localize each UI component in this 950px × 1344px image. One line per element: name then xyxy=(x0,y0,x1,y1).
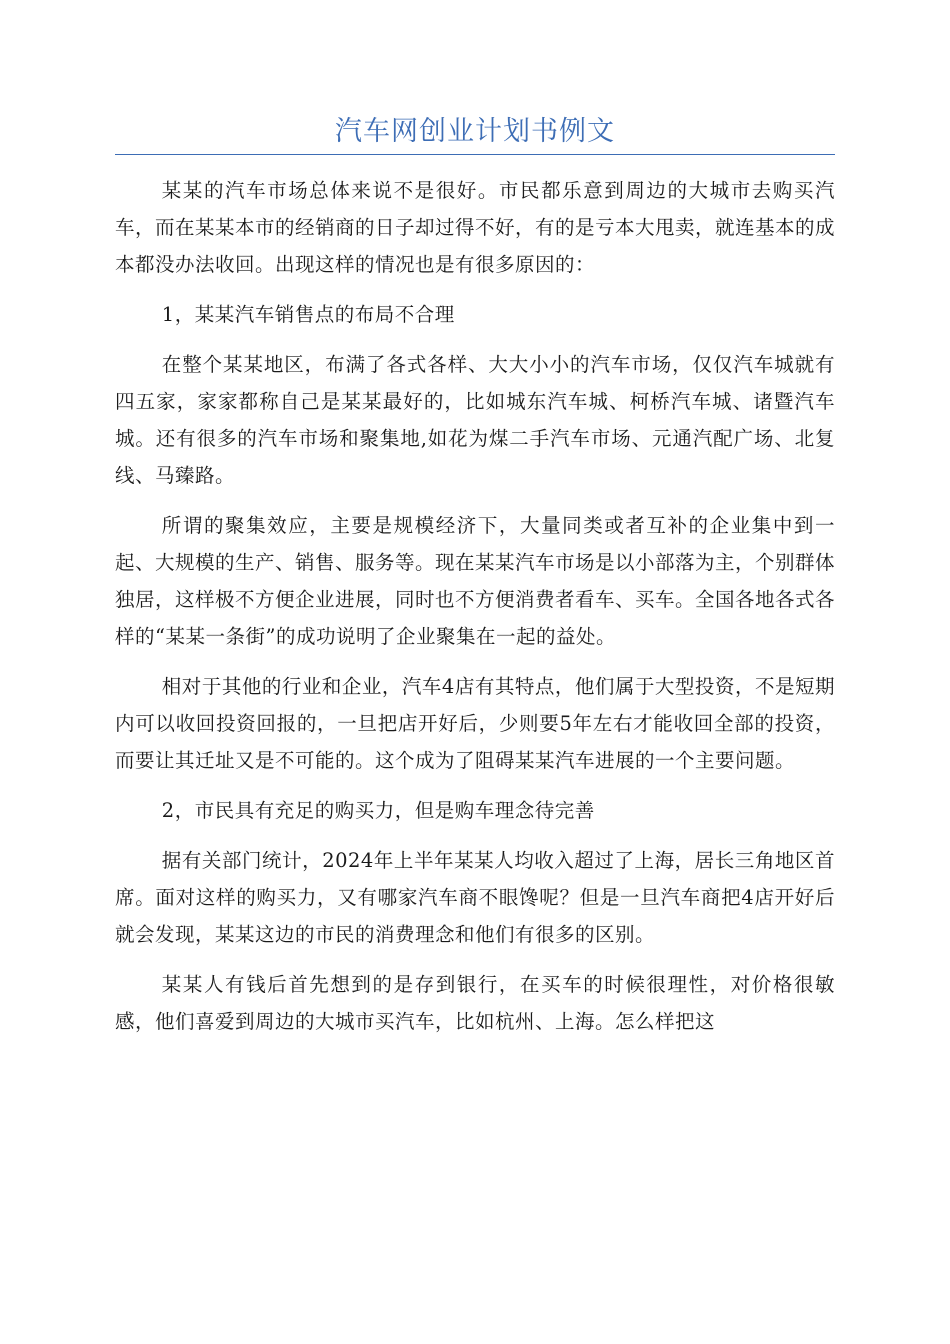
paragraph-consumer-habits: 某某人有钱后首先想到的是存到银行，在买车的时候很理性，对价格很敏感，他们喜爱到周边的大城市买汽车，比如杭州、上海。怎么样把这 xyxy=(115,973,835,1033)
document-body xyxy=(115,172,835,1053)
title-underline xyxy=(115,154,835,155)
paragraph-purchasing-power: 据有关部门统计，2024年上半年某某人均收入超过了上海，居长三角地区首席。面对这样的购买力，又有哪家汽车商不眼馋呢？但是一旦汽车商把4店开好后就会发现，某某这边的市民的消费理念和他们有很多的区别。 xyxy=(115,849,835,946)
paragraph-4s-store: 相对于其他的行业和企业，汽车4店有其特点，他们属于大型投资，不是短期内可以收回投资回报的，一旦把店开好后，少则要5年左右才能收回全部的投资，而要让其迁址又是不可能的。这个成为了阻碍某某汽车进展的一个主要问题。 xyxy=(115,675,835,772)
paragraph-intro: 某某的汽车市场总体来说不是很好。市民都乐意到周边的大城市去购买汽车，而在某某本市的经销商的日子却过得不好，有的是亏本大甩卖，就连基本的成本都没办法收回。出现这样的情况也是有很多原因的： xyxy=(115,179,836,276)
document-title: 汽车网创业计划书例文 xyxy=(335,116,615,147)
paragraph-cluster-effect: 所谓的聚集效应，主要是规模经济下，大量同类或者互补的企业集中到一起、大规模的生产、销售、服务等。现在某某汽车市场是以小部落为主，个别群体独居，这样极不方便企业进展，同时也不方便消费者看车、买车。全国各地各式各样的“某某一条街”的成功说明了企业聚集在一起的益处。 xyxy=(115,514,836,648)
paragraph-heading-2: 2，市民具有充足的购买力，但是购车理念待完善 xyxy=(161,799,595,822)
paragraph-market-layout: 在整个某某地区，布满了各式各样、大大小小的汽车市场，仅仅汽车城就有四五家，家家都称自己是某某最好的，比如城东汽车城、柯桥汽车城、诸暨汽车城。还有很多的汽车市场和聚集地,如花为煤二手汽车市场、元通汽配广场、北复线、马臻路。 xyxy=(115,353,835,487)
paragraph-heading-1: 1，某某汽车销售点的布局不合理 xyxy=(161,303,455,326)
